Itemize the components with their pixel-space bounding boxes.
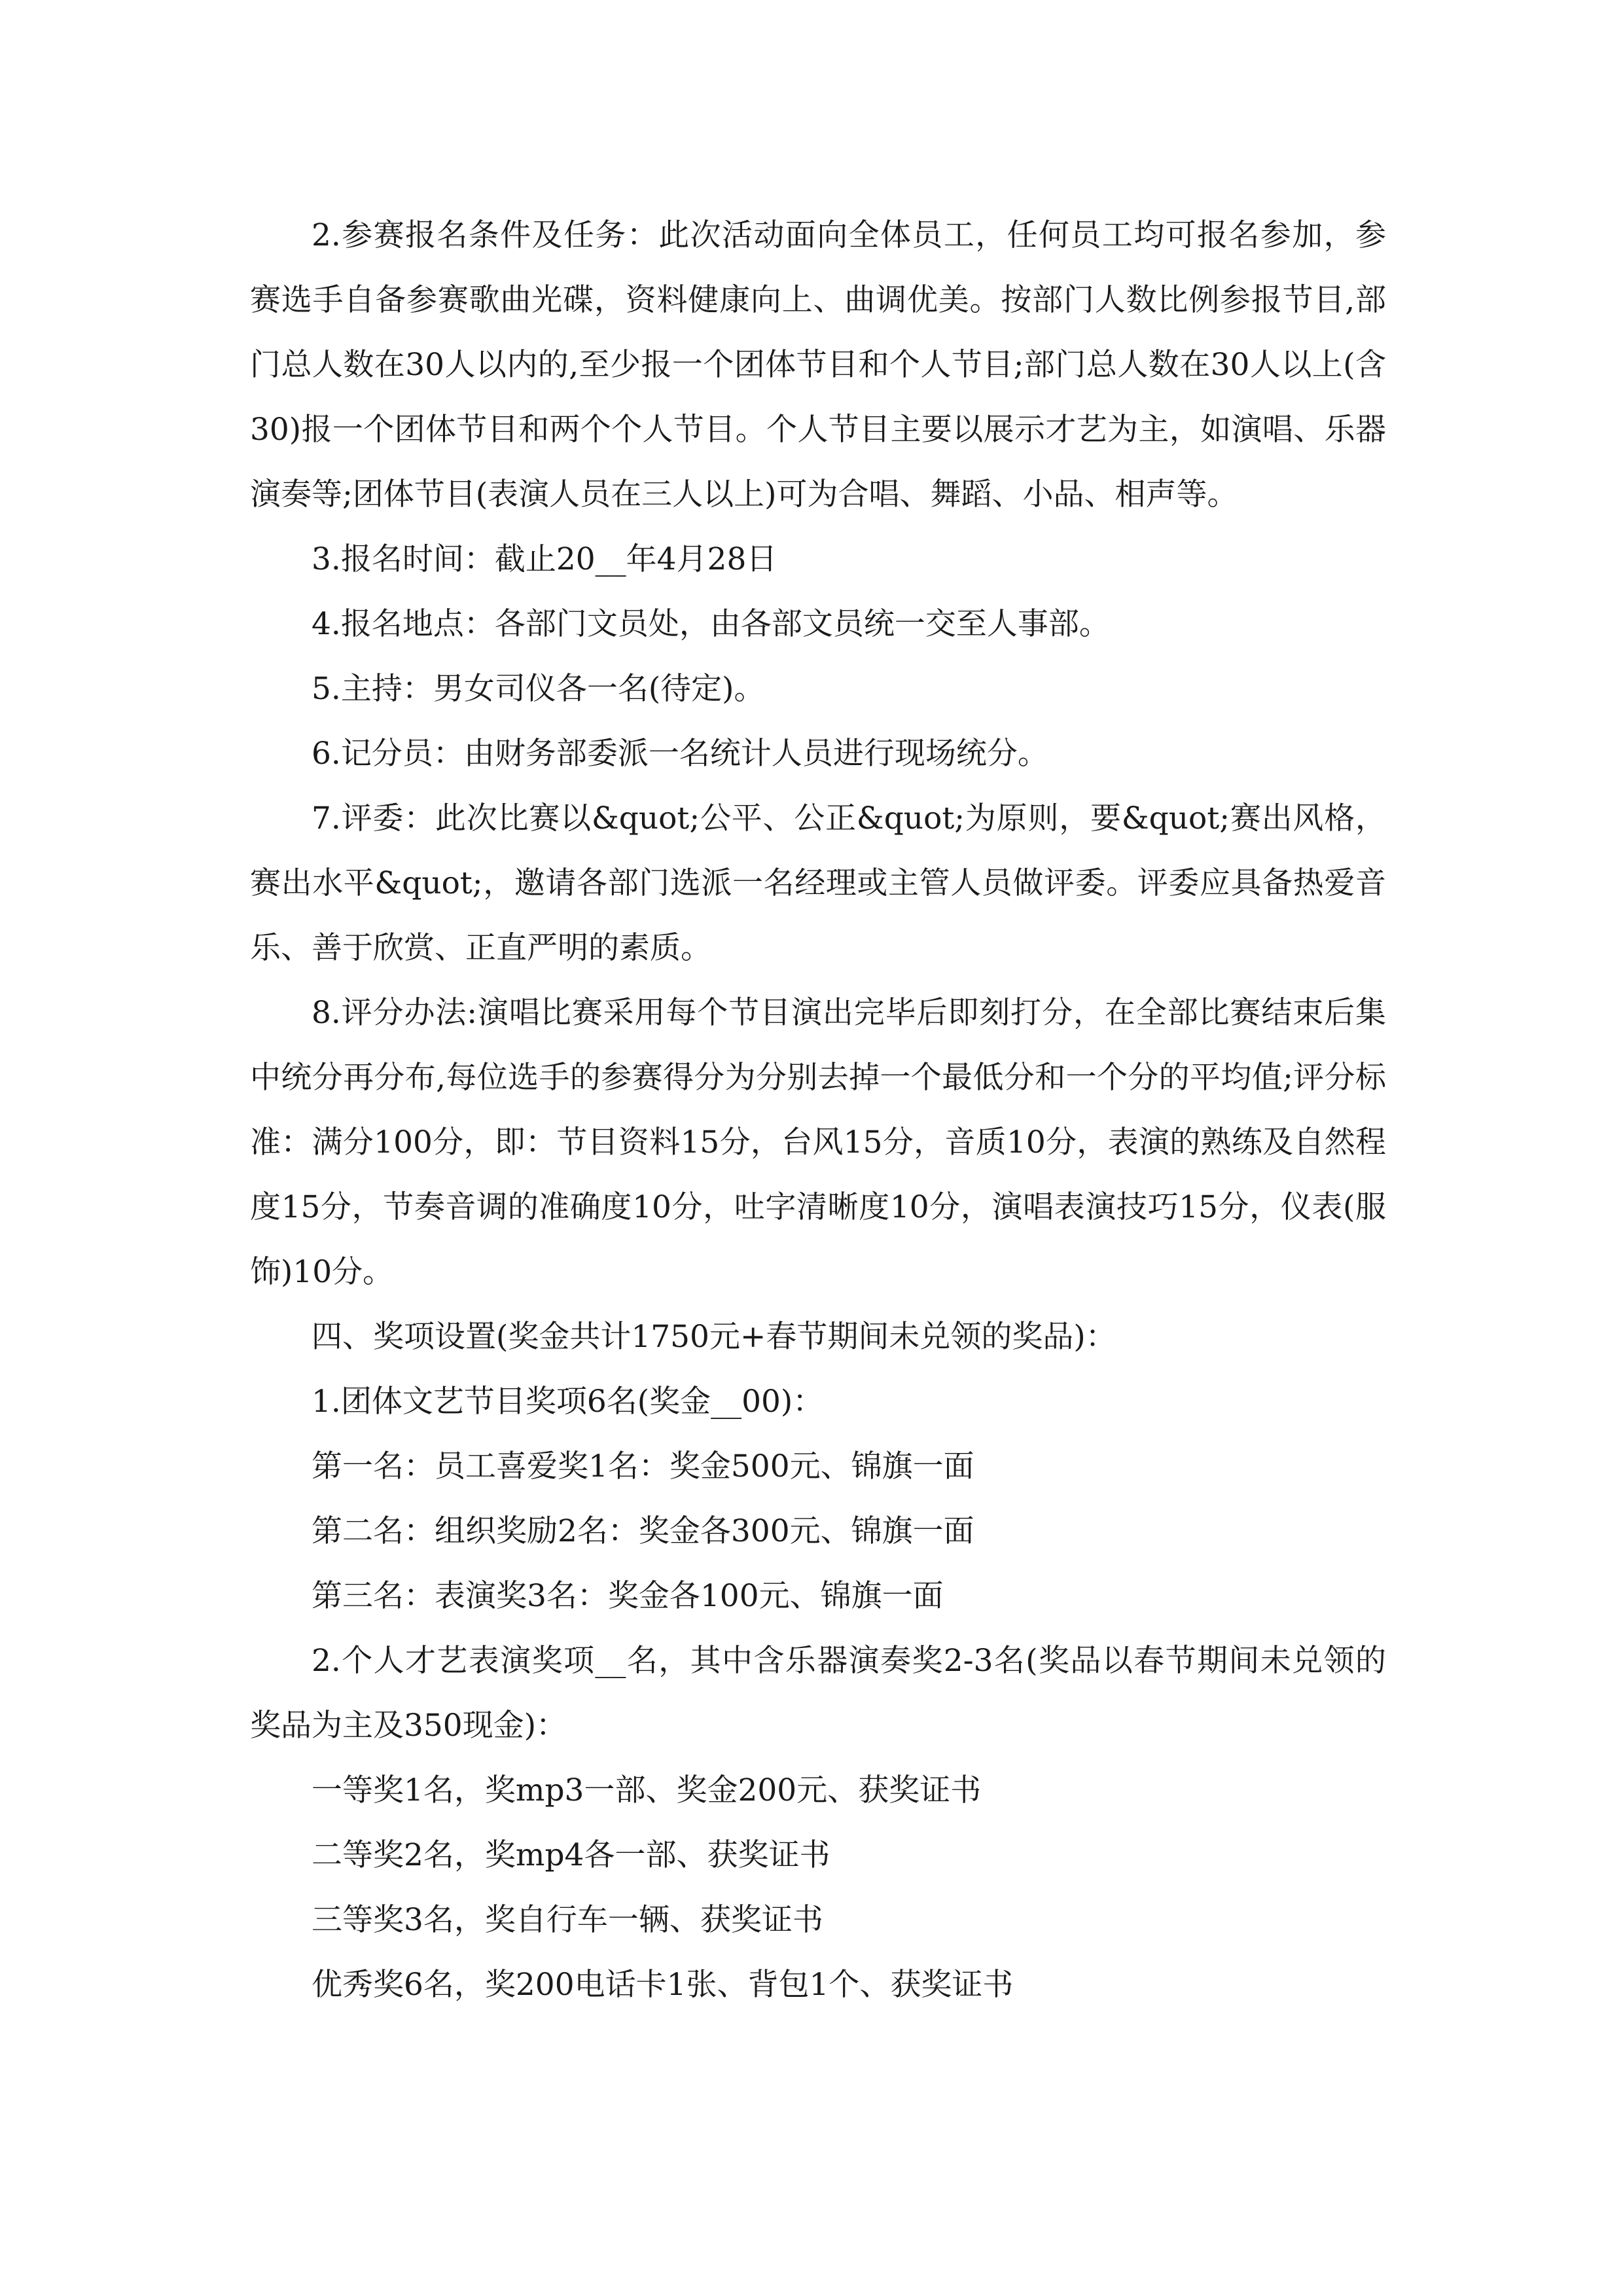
list-item-group-second: 第二名：组织奖励2名：奖金各300元、锦旗一面: [312, 1513, 974, 1549]
document-body: [250, 203, 1386, 2017]
list-item-individual-second: 二等奖2名，奖mp4各一部、获奖证书: [312, 1837, 830, 1873]
list-item-individual-first: 一等奖1名，奖mp3一部、奖金200元、获奖证书: [312, 1772, 982, 1808]
list-item-group-third: 第三名：表演奖3名：奖金各100元、锦旗一面: [312, 1578, 944, 1614]
paragraph-individual-awards: 2.个人才艺表演奖项__名，其中含乐器演奏奖2-3名(奖品以春节期间未兑领的奖品为主及350现金)：: [250, 1643, 1386, 1744]
list-item-group-first: 第一名：员工喜爱奖1名：奖金500元、锦旗一面: [312, 1448, 974, 1484]
paragraph-scorekeeper: 6.记分员：由财务部委派一名统计人员进行现场统分。: [312, 736, 1048, 772]
paragraph-registration-conditions: 2.参赛报名条件及任务：此次活动面向全体员工，任何员工均可报名参加，参赛选手自备参赛歌曲光碟，资料健康向上、曲调优美。按部门人数比例参报节目,部门总人数在30人以内的,至少报一个团体节目和个人节目;部门总人数在30人以上(含30)报一个团体节目和两个个人节目。个人节目主要以展示才艺为主，如演唱、乐器演奏等;团体节目(表演人员在三人以上)可为合唱、舞蹈、小品、相声等。: [250, 217, 1386, 512]
paragraph-scoring-method: 8.评分办法:演唱比赛采用每个节目演出完毕后即刻打分，在全部比赛结束后集中统分再分布,每位选手的参赛得分为分别去掉一个最低分和一个分的平均值;评分标准：满分100分，即：节目资料15分，台风15分，音质10分，表演的熟练及自然程度15分，节奏音调的准确度10分，吐字清晰度10分，演唱表演技巧15分，仪表(服饰)10分。: [250, 995, 1386, 1290]
paragraph-registration-location: 4.报名地点：各部门文员处，由各部文员统一交至人事部。: [312, 606, 1110, 642]
paragraph-registration-time: 3.报名时间：截止20__年4月28日: [312, 541, 777, 577]
paragraph-group-awards: 1.团体文艺节目奖项6名(奖金__00)：: [312, 1384, 824, 1420]
paragraph-awards-heading: 四、奖项设置(奖金共计1750元+春节期间未兑领的奖品)：: [312, 1319, 1116, 1355]
list-item-individual-excellence: 优秀奖6名，奖200电话卡1张、背包1个、获奖证书: [312, 1967, 1014, 2003]
list-item-individual-third: 三等奖3名，奖自行车一辆、获奖证书: [312, 1902, 823, 1938]
paragraph-judges: 7.评委：此次比赛以&quot;公平、公正&quot;为原则，要&quot;赛出风格，赛出水平&quot;，邀请各部门选派一名经理或主管人员做评委。评委应具备热爱音乐、善于欣赏、正直严明的素质。: [250, 800, 1386, 966]
paragraph-host: 5.主持：男女司仪各一名(待定)。: [312, 671, 765, 707]
